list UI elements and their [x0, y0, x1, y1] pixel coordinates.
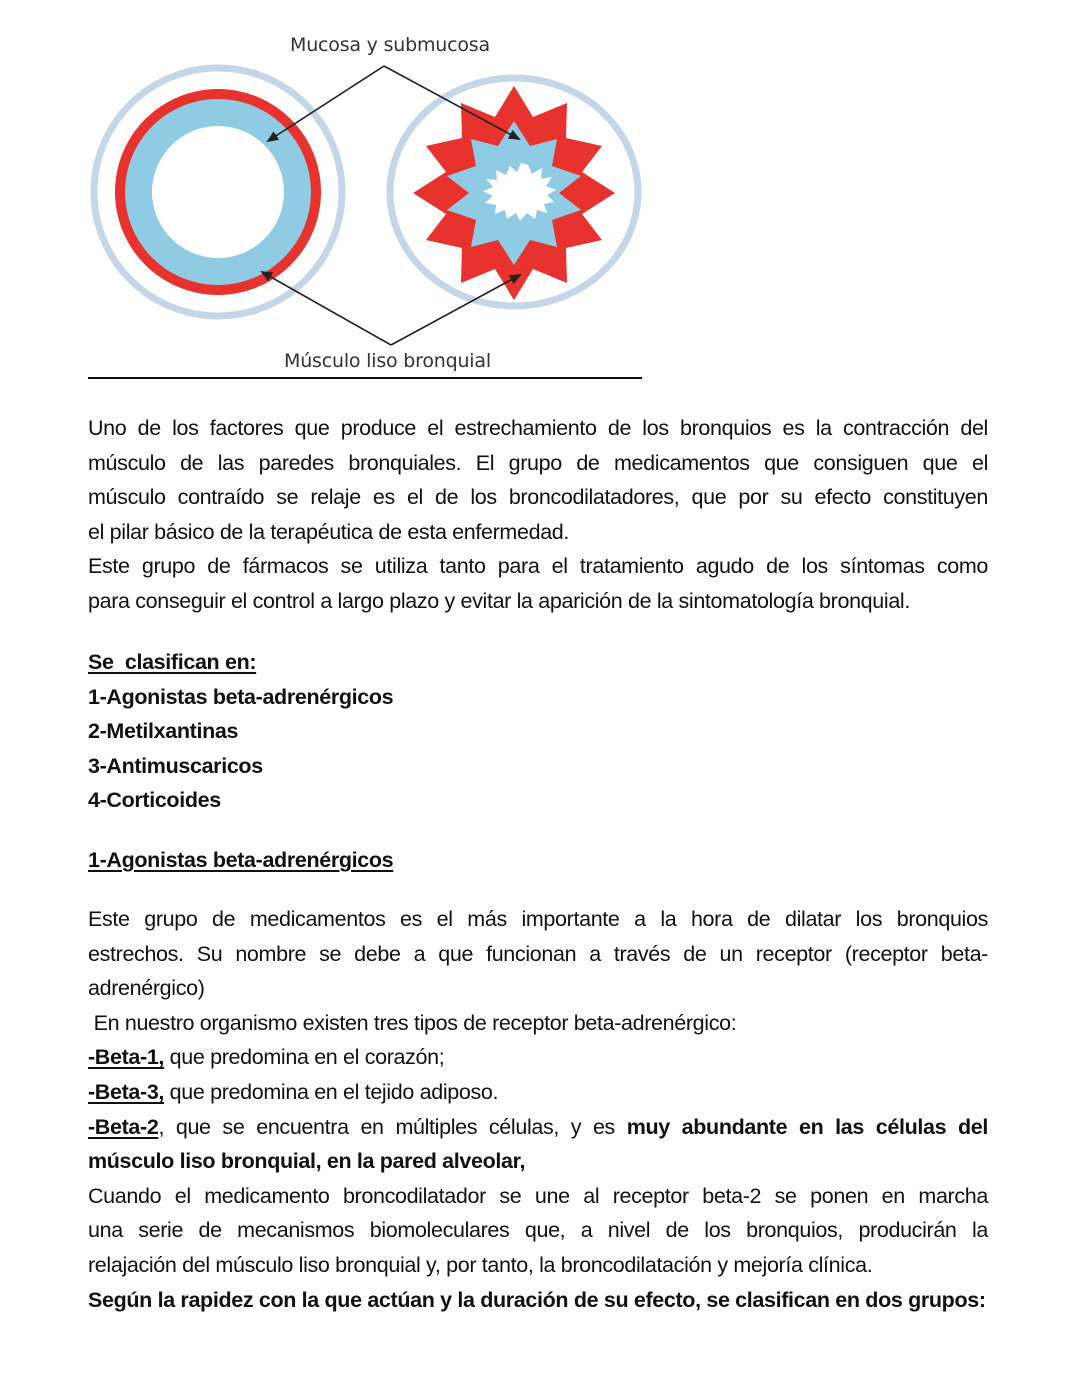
section1-heading-block: [88, 843, 988, 878]
intro-section: [88, 411, 988, 619]
label-mucosa: Mucosa y submucosa: [290, 34, 490, 56]
beta1-label: -Beta-1,: [88, 1045, 165, 1070]
intro-line: músculo de las paredes bronquiales. El grupo de medicamentos que consiguen que el: [88, 450, 988, 475]
intro-line: el pilar básico de la terapéutica de esta enfermedad.: [88, 519, 570, 544]
beta2-text: , que se encuentra en múltiples células, y es: [158, 1114, 627, 1139]
intro-line: músculo contraído se relaje es el de los broncodilatadores, que por su efecto constituyen: [88, 485, 988, 510]
classification-heading: Se clasifican en:: [88, 650, 257, 674]
beta1-text: que predomina en el corazón;: [164, 1045, 445, 1070]
figure-divider: [88, 377, 642, 379]
beta3-text: que predomina en el tejido adiposo.: [164, 1079, 499, 1104]
beta3-line: [88, 1075, 988, 1110]
mechanism-line: una serie de mecanismos biomoleculares que, a nivel de los bronquios, producirán la: [88, 1218, 988, 1243]
beta3-label: -Beta-3,: [88, 1079, 165, 1104]
closing-statement: Según la rapidez con la que actúan y la duración de su efecto, se clasifican en dos grupos:: [88, 1287, 986, 1312]
beta2-bold-1: muy abundante en las células del: [626, 1114, 988, 1139]
classification-item: 2-Metilxantinas: [88, 719, 239, 744]
mechanism-line: Cuando el medicamento broncodilatador se une al receptor beta-2 se ponen en marcha: [88, 1183, 988, 1208]
intro-line: Uno de los factores que produce el estrechamiento de los bronquios es la contracción del: [88, 416, 988, 440]
normal-bronchus: [94, 68, 342, 316]
section1-line: estrechos. Su nombre se debe a que funcionan a través de un receptor (receptor beta-: [88, 941, 988, 966]
bronchus-illustration: [0, 0, 700, 390]
section1-line: Este grupo de medicamentos es el más importante a la hora de dilatar los bronquios: [88, 907, 988, 931]
label-muscle: Músculo liso bronquial: [284, 350, 491, 372]
bronchus-diagram: [0, 0, 700, 390]
receptors-intro: En nuestro organismo existen tres tipos de receptor beta-adrenérgico:: [88, 1010, 737, 1035]
section1-heading: 1-Agonistas beta-adrenérgicos: [88, 848, 394, 872]
beta2-label: -Beta-2: [88, 1114, 159, 1139]
classification-item: 4-Corticoides: [88, 788, 221, 813]
beta1-line: [88, 1040, 988, 1075]
mechanism-line: relajación del músculo liso bronquial y, por tanto, la broncodilatación y mejoría clínica.: [88, 1252, 873, 1277]
classification-item: 3-Antimuscaricos: [88, 753, 263, 778]
beta2-bold-2: músculo liso bronquial, en la pared alveolar,: [88, 1149, 526, 1174]
classification-item: 1-Agonistas beta-adrenérgicos: [88, 684, 394, 709]
intro-line: Este grupo de fármacos se utiliza tanto para el tratamiento agudo de los síntomas como: [88, 554, 988, 579]
intro-line: para conseguir el control a largo plazo y evitar la aparición de la sintomatología bronquial.: [88, 588, 910, 613]
constricted-bronchus: [390, 78, 638, 306]
beta2-line: [88, 1110, 988, 1145]
classification-section: [88, 645, 988, 818]
section1-line: adrenérgico): [88, 976, 205, 1001]
section1-body: [88, 902, 988, 1317]
